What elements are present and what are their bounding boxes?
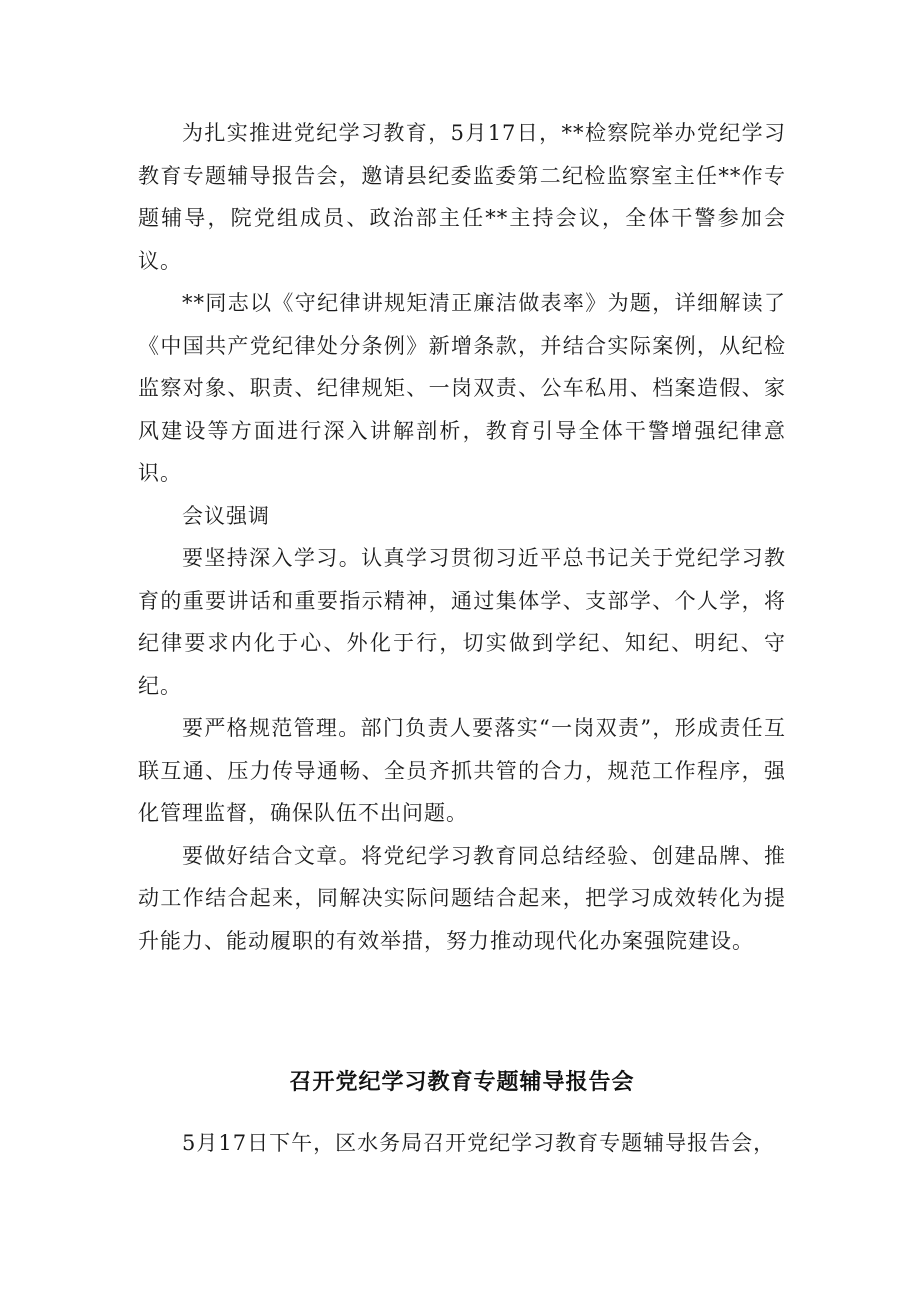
paragraph-point-study: 要坚持深入学习。认真学习贯彻习近平总书记关于党纪学习教育的重要讲话和重要指示精神，通过集体学、支部学、个人学，将纪律要求内化于心、外化于行，切实做到学纪、知纪、明纪、守纪。 — [138, 546, 786, 698]
paragraph-emphasis-lead: 会议强调 — [182, 503, 270, 528]
document-page — [138, 112, 786, 1165]
paragraph-lecture: **同志以《守纪律讲规矩清正廉洁做表率》为题，详细解读了《中国共产党纪律处分条例》新增条款，并结合实际案例，从纪检监察对象、职责、纪律规矩、一岗双责、公车私用、档案造假、家风建设等方面进行深入讲解剖析，教育引导全体干警增强纪律意识。 — [138, 291, 786, 485]
paragraph-intro: 为扎实推进党纪学习教育，5月17日，**检察院举办党纪学习教育专题辅导报告会，邀请县纪委监委第二纪检监察室主任**作专题辅导，院党组成员、政治部主任**主持会议，全体干警参加会议。 — [138, 121, 786, 273]
paragraph-point-integration: 要做好结合文章。将党纪学习教育同总结经验、创建品牌、推动工作结合起来，同解决实际问题结合起来，把学习成效转化为提升能力、能动履职的有效举措，努力推动现代化办案强院建设。 — [138, 843, 786, 953]
section-heading: 召开党纪学习教育专题辅导报告会 — [289, 1070, 635, 1095]
paragraph-second-article: 5月17日下午，区水务局召开党纪学习教育专题辅导报告会， — [182, 1131, 776, 1155]
paragraph-point-management: 要严格规范管理。部门负责人要落实“一岗双责”，形成责任互联互通、压力传导通畅、全员齐抓共管的合力，规范工作程序，强化管理监督，确保队伍不出问题。 — [138, 716, 786, 825]
